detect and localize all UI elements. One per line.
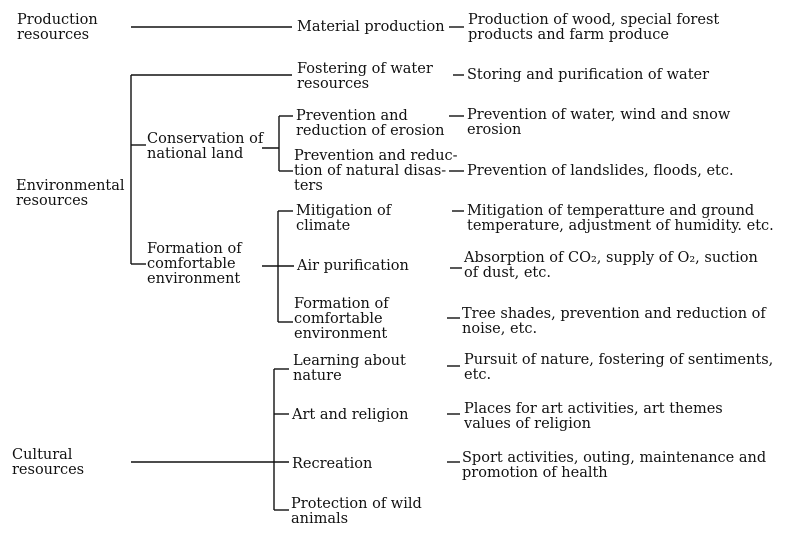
detail-comfortable-environment: Tree shades, prevention and reduction of noise, etc. xyxy=(462,306,766,337)
detail-disaster-prevention: Prevention of landslides, floods, etc. xyxy=(467,163,734,179)
function-climate-mitigation: Mitigation of climate xyxy=(296,203,392,234)
category-cultural-resources: Cultural resources xyxy=(12,447,85,478)
function-art-and-religion: Art and religion xyxy=(292,407,409,423)
detail-learning-about-nature: Pursuit of nature, fostering of sentiments, etc. xyxy=(464,352,774,383)
function-air-purification: Air purification xyxy=(297,258,409,274)
function-learning-about-nature: Learning about nature xyxy=(293,353,406,384)
category-production-resources: Production resources xyxy=(17,12,98,43)
subcategory-conservation: Conservation of national land xyxy=(147,131,264,162)
detail-air-purification: Absorption of CO₂, supply of O₂, suction of dust, etc. xyxy=(464,250,758,281)
function-water-resources: Fostering of water resources xyxy=(297,61,433,92)
detail-climate-mitigation: Mitigation of temperatture and ground temperature, adjustment of humidity. etc. xyxy=(467,203,774,234)
function-disaster-prevention: Prevention and reduc- tion of natural disas- ters xyxy=(294,148,458,194)
function-recreation: Recreation xyxy=(292,456,373,472)
subcategory-formation: Formation of comfortable environment xyxy=(147,241,242,287)
detail-erosion-prevention: Prevention of water, wind and snow erosion xyxy=(467,107,731,138)
function-material-production: Material production xyxy=(297,19,445,35)
detail-material-production: Production of wood, special forest products and farm produce xyxy=(468,12,720,43)
function-erosion-prevention: Prevention and reduction of erosion xyxy=(296,108,445,139)
detail-recreation: Sport activities, outing, maintenance and promotion of health xyxy=(462,450,767,481)
detail-art-and-religion: Places for art activities, art themes values of religion xyxy=(464,401,723,432)
detail-water-resources: Storing and purification of water xyxy=(467,67,710,83)
function-comfortable-environment: Formation of comfortable environment xyxy=(294,296,389,342)
function-wildlife-protection: Protection of wild animals xyxy=(291,496,422,527)
category-environmental-resources: Environmental resources xyxy=(16,178,125,209)
